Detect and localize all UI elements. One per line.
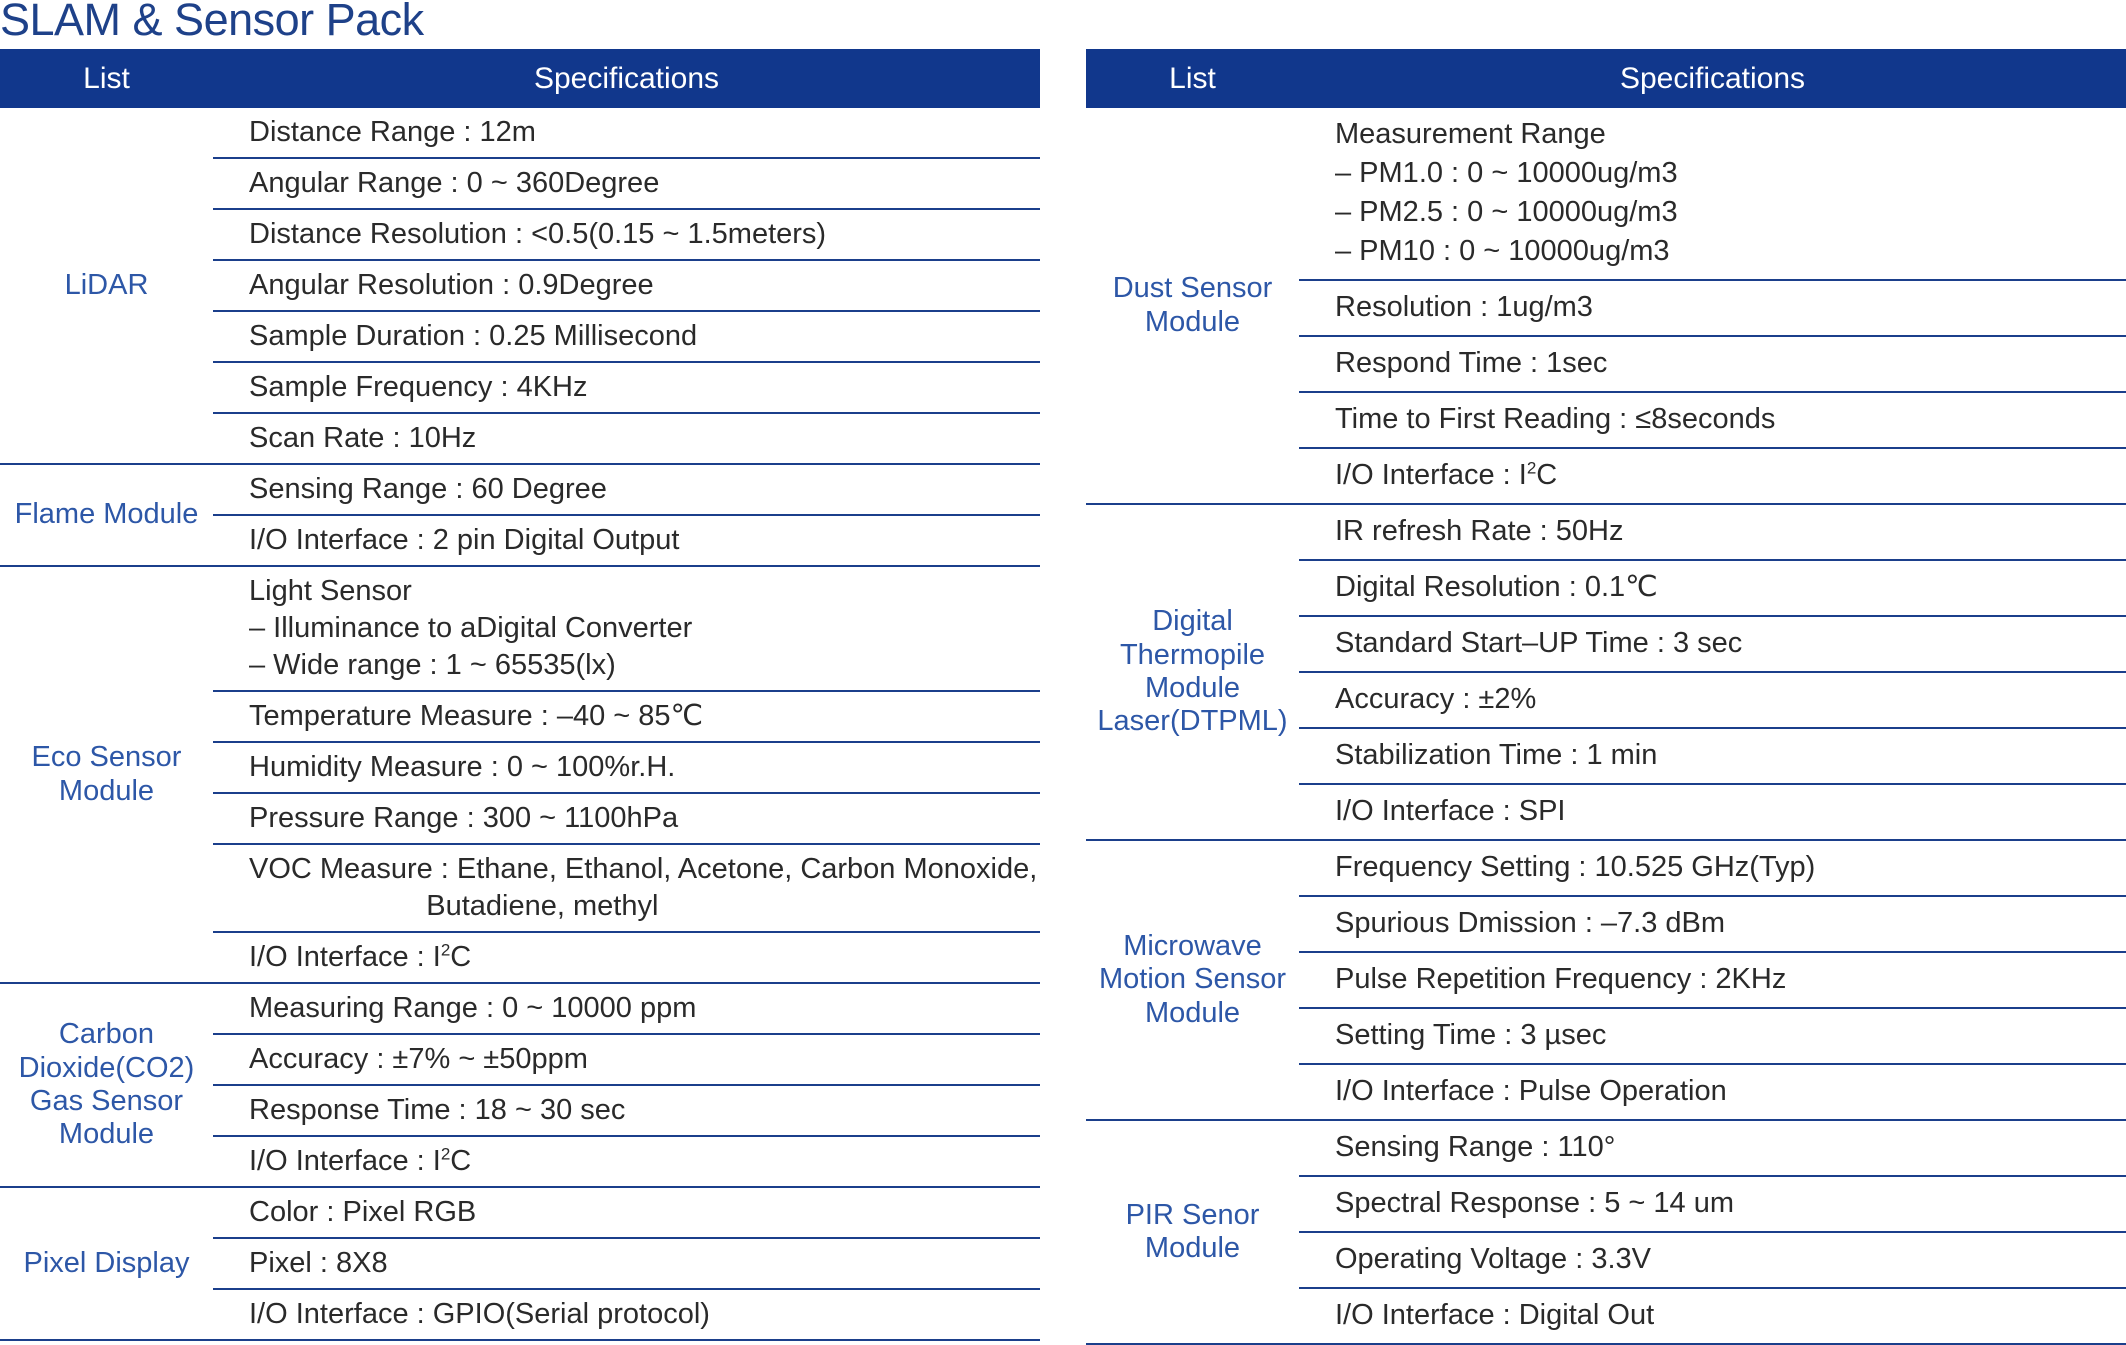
left-spec-table [0,49,1040,1341]
spec-line: – PM2.5 : 0 ~ 10000ug/m3 [1335,196,1678,228]
spec-line: I/O Interface : 2 pin Digital Output [249,524,680,556]
spec-list [1299,1121,2126,1343]
spec-line: – PM1.0 : 0 ~ 10000ug/m3 [1335,157,1678,189]
group-name [0,984,213,1186]
spec-row [213,412,1040,463]
spec-row [1299,895,2126,951]
spec-line: Light Sensor [249,575,412,607]
spec-line: I/O Interface : GPIO(Serial protocol) [249,1298,710,1330]
group-name [0,567,213,982]
spec-line: Sample Duration : 0.25 Millisecond [249,320,698,352]
spec-row [213,259,1040,310]
group-name-label: PIR Senor Module [1125,1198,1260,1264]
spec-line: Resolution : 1ug/m3 [1335,291,1593,323]
group-name [0,1188,213,1339]
spec-row [213,108,1040,157]
spec-line: Spurious Dmission : –7.3 dBm [1335,907,1726,939]
spec-row [1299,505,2126,559]
spec-row [1299,559,2126,615]
spec-line: Stabilization Time : 1 min [1335,739,1658,771]
spec-line: I/O Interface : Digital Out [1335,1299,1655,1331]
spec-line: Digital Resolution : 0.1℃ [1335,571,1658,603]
spec-list [1299,841,2126,1119]
spec-row [213,984,1040,1033]
page-title: SLAM & Sensor Pack [0,0,424,45]
spec-row [1299,783,2126,839]
spec-list [1299,505,2126,839]
spec-group [0,108,1040,465]
spec-group [0,465,1040,567]
spec-row [1299,671,2126,727]
spec-row [1299,615,2126,671]
spec-row [213,1237,1040,1288]
spec-line: Standard Start–UP Time : 3 sec [1335,627,1743,659]
group-name-label: Flame Module [14,498,199,531]
spec-line: VOC Measure : Ethane, Ethanol, Acetone, Carbon Monoxide, [249,853,1038,885]
spec-line: Color : Pixel RGB [249,1196,477,1228]
group-name [1086,1121,1299,1343]
group-name-label: Digital Thermopile Module Laser(DTPML) [1097,605,1288,738]
group-name-label: Eco Sensor Module [31,741,182,807]
spec-row [213,157,1040,208]
spec-row [213,310,1040,361]
group-name-label: Dust Sensor Module [1112,272,1273,338]
spec-line: Respond Time : 1sec [1335,347,1608,379]
spec-row [213,208,1040,259]
spec-row [213,1084,1040,1135]
spec-line: – Illuminance to aDigital Converter [249,612,693,644]
spec-row [1299,447,2126,503]
header-specifications: Specifications [533,61,720,95]
spec-row [213,514,1040,565]
spec-line: Angular Resolution : 0.9Degree [249,269,654,301]
spec-row [1299,108,2126,279]
spec-line: I/O Interface : $I^2C$ [249,1144,472,1177]
spec-line: I/O Interface : $I^2C$ [249,940,472,973]
spec-line: Pressure Range : 300 ~ 1100hPa [249,802,679,834]
spec-line: Spectral Response : 5 ~ 14 um [1335,1187,1734,1219]
spec-row [213,1288,1040,1339]
spec-line: I/O Interface : Pulse Operation [1335,1075,1727,1107]
spec-row [1299,1175,2126,1231]
spec-line: – PM10 : 0 ~ 10000ug/m3 [1335,235,1670,267]
right-spec-table [1086,49,2126,1345]
group-name [0,108,213,463]
spec-list [213,1188,1040,1339]
spec-row [1299,391,2126,447]
table-body [0,108,1040,1341]
spec-row [1299,1231,2126,1287]
spec-row [1299,335,2126,391]
spec-line: Measuring Range : 0 ~ 10000 ppm [249,992,697,1024]
spec-line: IR refresh Rate : 50Hz [1335,515,1624,547]
spec-row [213,1135,1040,1186]
spec-group [1086,505,2126,841]
spec-line: Pixel : 8X8 [249,1247,388,1279]
spec-row [213,567,1040,690]
spec-line: Distance Range : 12m [249,116,536,148]
spec-row [213,361,1040,412]
spec-line: Accuracy : ±2% [1335,683,1537,715]
spec-row [1299,951,2126,1007]
spec-line: Distance Resolution : <0.5(0.15 ~ 1.5meters) [249,218,827,250]
spec-row [213,690,1040,741]
group-name [1086,841,1299,1119]
group-name [1086,505,1299,839]
spec-row [213,1188,1040,1237]
spec-line: Sensing Range : 60 Degree [249,473,607,505]
group-name-label: Pixel Display [23,1246,190,1279]
spec-line: Butadiene, methyl [249,890,659,922]
spec-line: Temperature Measure : –40 ~ 85℃ [249,700,704,732]
spec-group [1086,841,2126,1121]
spec-line: Time to First Reading : ≤8seconds [1335,403,1776,435]
spec-line: Pulse Repetition Frequency : 2KHz [1335,963,1787,995]
spec-row [213,931,1040,982]
spec-line: I/O Interface : SPI [1335,795,1566,827]
spec-group [1086,1121,2126,1345]
spec-list [213,108,1040,463]
group-name [1086,108,1299,503]
table-header [0,49,1040,108]
header-list: List [1169,61,1216,95]
spec-line: Sample Frequency : 4KHz [249,371,588,403]
spec-row [1299,279,2126,335]
table-header [1086,49,2126,108]
spec-line: Operating Voltage : 3.3V [1335,1243,1651,1275]
spec-row [213,843,1040,931]
spec-group [0,1188,1040,1341]
spec-line: Response Time : 18 ~ 30 sec [249,1094,626,1126]
spec-line: – Wide range : 1 ~ 65535(lx) [249,649,616,681]
header-list: List [83,61,130,95]
spec-list [213,567,1040,982]
spec-line: Angular Range : 0 ~ 360Degree [249,167,660,199]
table-body [1086,108,2126,1345]
spec-group [0,567,1040,984]
spec-row [1299,1007,2126,1063]
spec-line: Measurement Range [1335,118,1606,150]
spec-row [1299,1287,2126,1343]
spec-list [1299,108,2126,503]
header-specifications: Specifications [1619,61,1806,95]
spec-group [1086,108,2126,505]
group-name [0,465,213,565]
spec-row [1299,1121,2126,1175]
spec-line: Sensing Range : 110° [1335,1131,1616,1163]
spec-line: Scan Rate : 10Hz [249,422,477,454]
spec-line: I/O Interface : $I^2C$ [1335,458,1558,491]
group-name-label: Carbon Dioxide(CO2) Gas Sensor Module [18,1018,195,1151]
spec-row [213,792,1040,843]
spec-line: Frequency Setting : 10.525 GHz(Typ) [1335,851,1816,883]
spec-list [213,984,1040,1186]
spec-row [1299,1063,2126,1119]
spec-row [213,465,1040,514]
spec-row [213,1033,1040,1084]
spec-row [1299,841,2126,895]
spec-row [1299,727,2126,783]
spec-line: Accuracy : ±7% ~ ±50ppm [249,1043,588,1075]
group-name-label: Microwave Motion Sensor Module [1099,929,1286,1029]
spec-line: Setting Time : 3 µsec [1335,1019,1607,1051]
spec-row [213,741,1040,792]
spec-line: Humidity Measure : 0 ~ 100%r.H. [249,751,676,783]
spec-list [213,465,1040,565]
group-name-label: LiDAR [64,268,149,301]
spec-group [0,984,1040,1188]
